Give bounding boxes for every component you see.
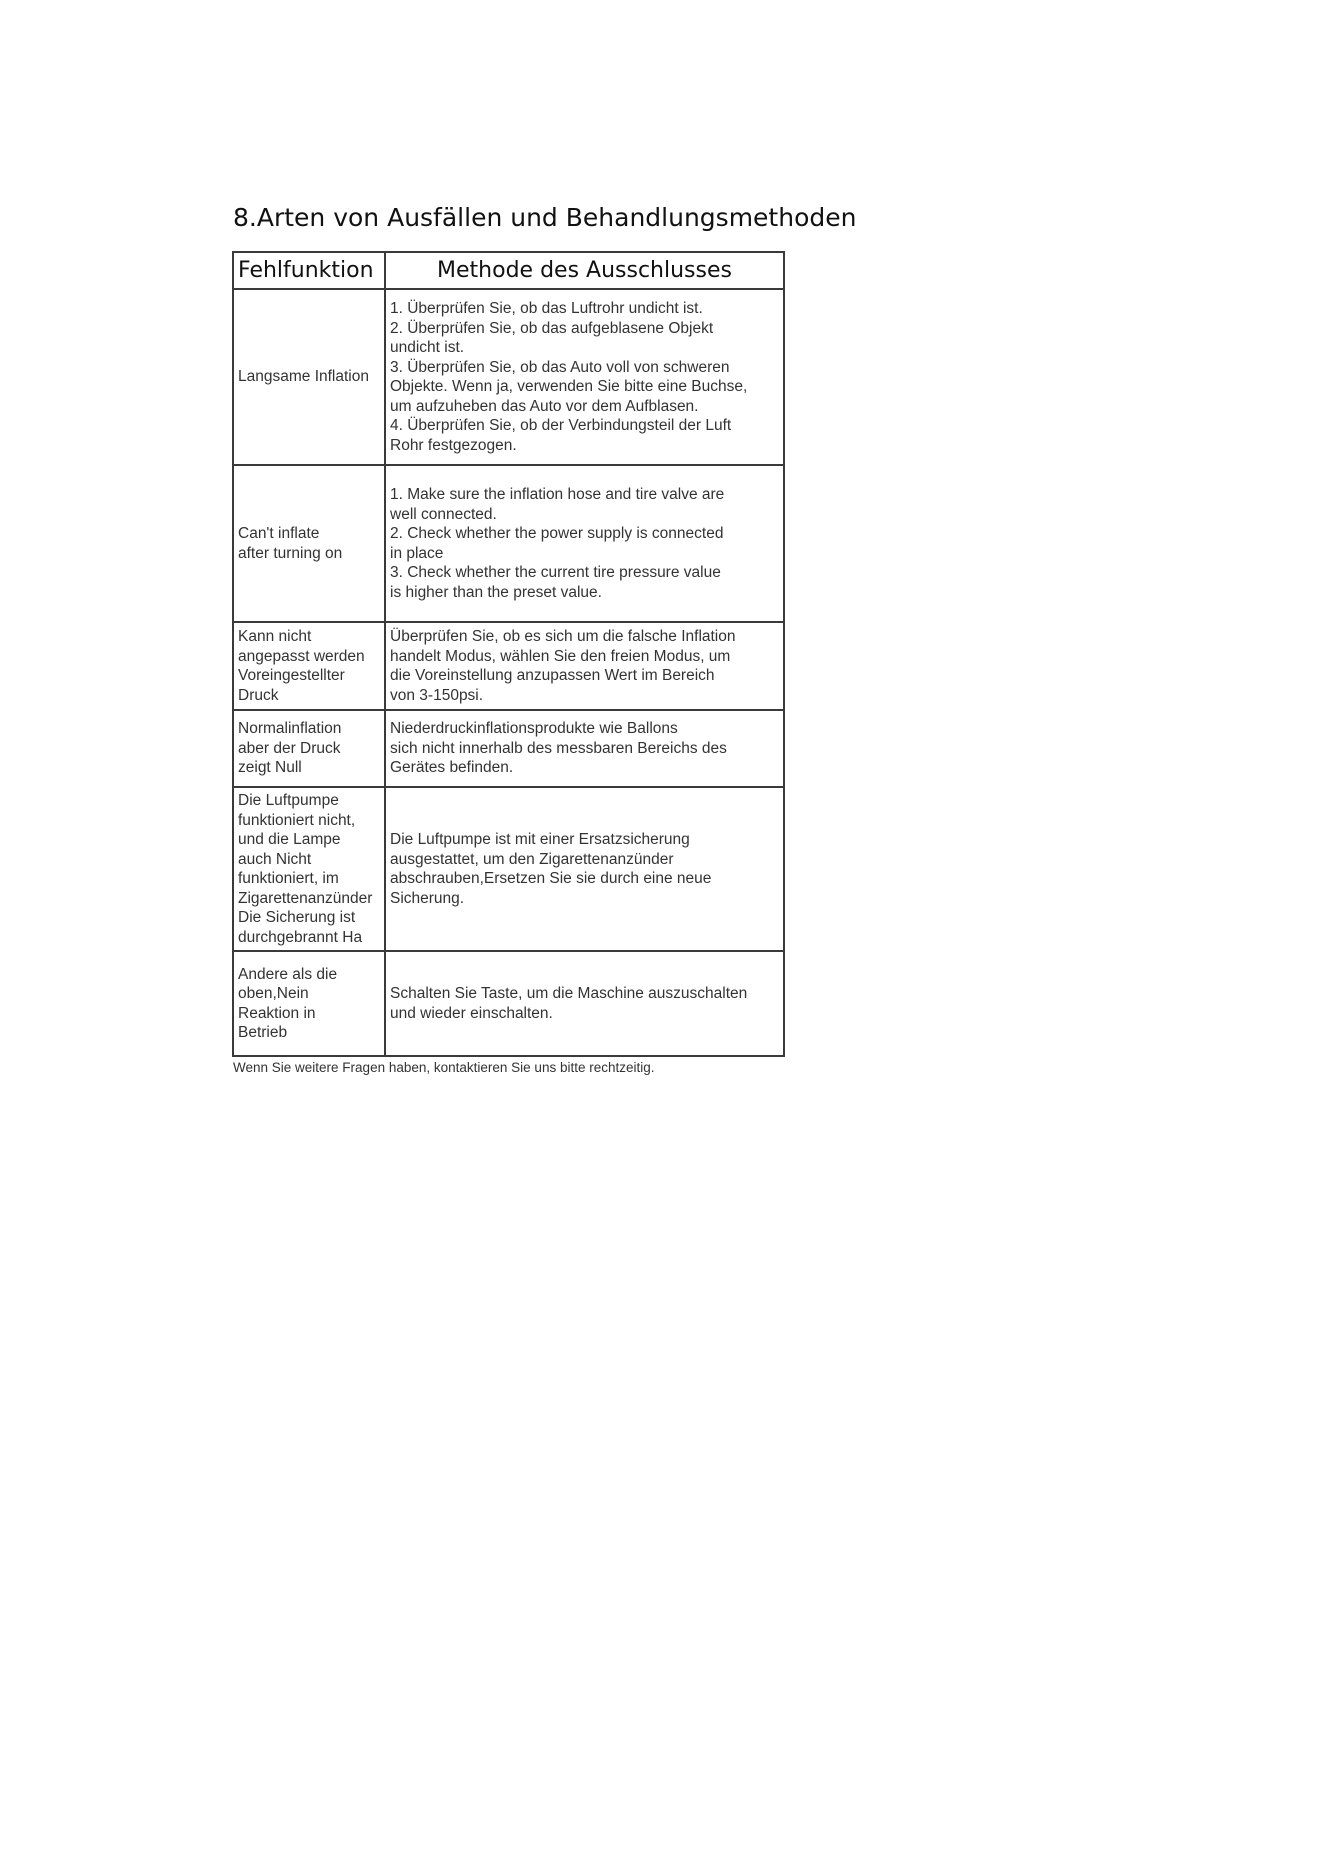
method-text: Niederdruckinflationsprodukte wie Ballons sich nicht innerhalb des messbaren Bereichs des Gerätes befinden. [390,720,727,777]
method-cell [385,951,784,1056]
table-row [233,289,784,465]
section-title: 8.Arten von Ausfällen und Behandlungsmethoden [233,203,857,232]
fault-text: Kann nicht angepasst werden Voreingestellter Druck [238,628,365,704]
header-fault: Fehlfunktion [233,252,385,289]
method-text: 1. Make sure the inflation hose and tire valve are well connected. 2. Check whether the power supply is connected in place 3. Check whether the current tire pressure value is higher than the preset value. [390,486,725,601]
fault-cell [233,787,385,951]
table-row [233,951,784,1056]
fault-cell [233,622,385,710]
fault-cell [233,465,385,622]
method-text: Überprüfen Sie, ob es sich um die falsche Inflation handelt Modus, wählen Sie den freien Modus, um die Voreinstellung anzupassen Wert im Bereich von 3-150psi. [390,628,736,704]
fault-cell [233,289,385,465]
method-cell [385,465,784,622]
fault-text: Can't inflate after turning on [238,525,343,562]
method-text: Die Luftpumpe ist mit einer Ersatzsicherung ausgestattet, um den Zigarettenanzünder abschrauben,Ersetzen Sie sie durch eine neue Sicherung. [390,831,712,907]
footnote: Wenn Sie weitere Fragen haben, kontaktieren Sie uns bitte rechtzeitig. [233,1060,655,1075]
table-row [233,710,784,787]
method-text: 1. Überprüfen Sie, ob das Luftrohr undicht ist. 2. Überprüfen Sie, ob das aufgeblasene Objekt undicht ist. 3. Überprüfen Sie, ob das Auto voll von schweren Objekte. Wenn ja, verwenden Sie bitte eine Buchse, um aufzuheben das Auto vor dem Aufblasen. 4. Überprüfen Sie, ob der Verbindungsteil der Luft Rohr festgezogen. [390,300,748,454]
fault-text: Andere als die oben,Nein Reaktion in Betrieb [238,965,338,1041]
method-cell [385,787,784,951]
method-text: Schalten Sie Taste, um die Maschine auszuschalten und wieder einschalten. [390,985,748,1022]
table-header-row [233,252,784,289]
troubleshooting-table [232,251,785,1057]
header-method: Methode des Ausschlusses [385,252,784,289]
table-row [233,465,784,622]
fault-cell [233,710,385,787]
fault-cell [233,951,385,1056]
method-cell [385,710,784,787]
method-cell [385,622,784,710]
method-cell [385,289,784,465]
fault-text: Normalinflation aber der Druck zeigt Null [238,720,342,777]
fault-text: Langsame Inflation [238,368,369,386]
fault-text: Die Luftpumpe funktioniert nicht, und die Lampe auch Nicht funktioniert, im Zigarettenanzünder Die Sicherung ist durchgebrannt Ha [238,792,373,946]
table-row [233,787,784,951]
table-row [233,622,784,710]
